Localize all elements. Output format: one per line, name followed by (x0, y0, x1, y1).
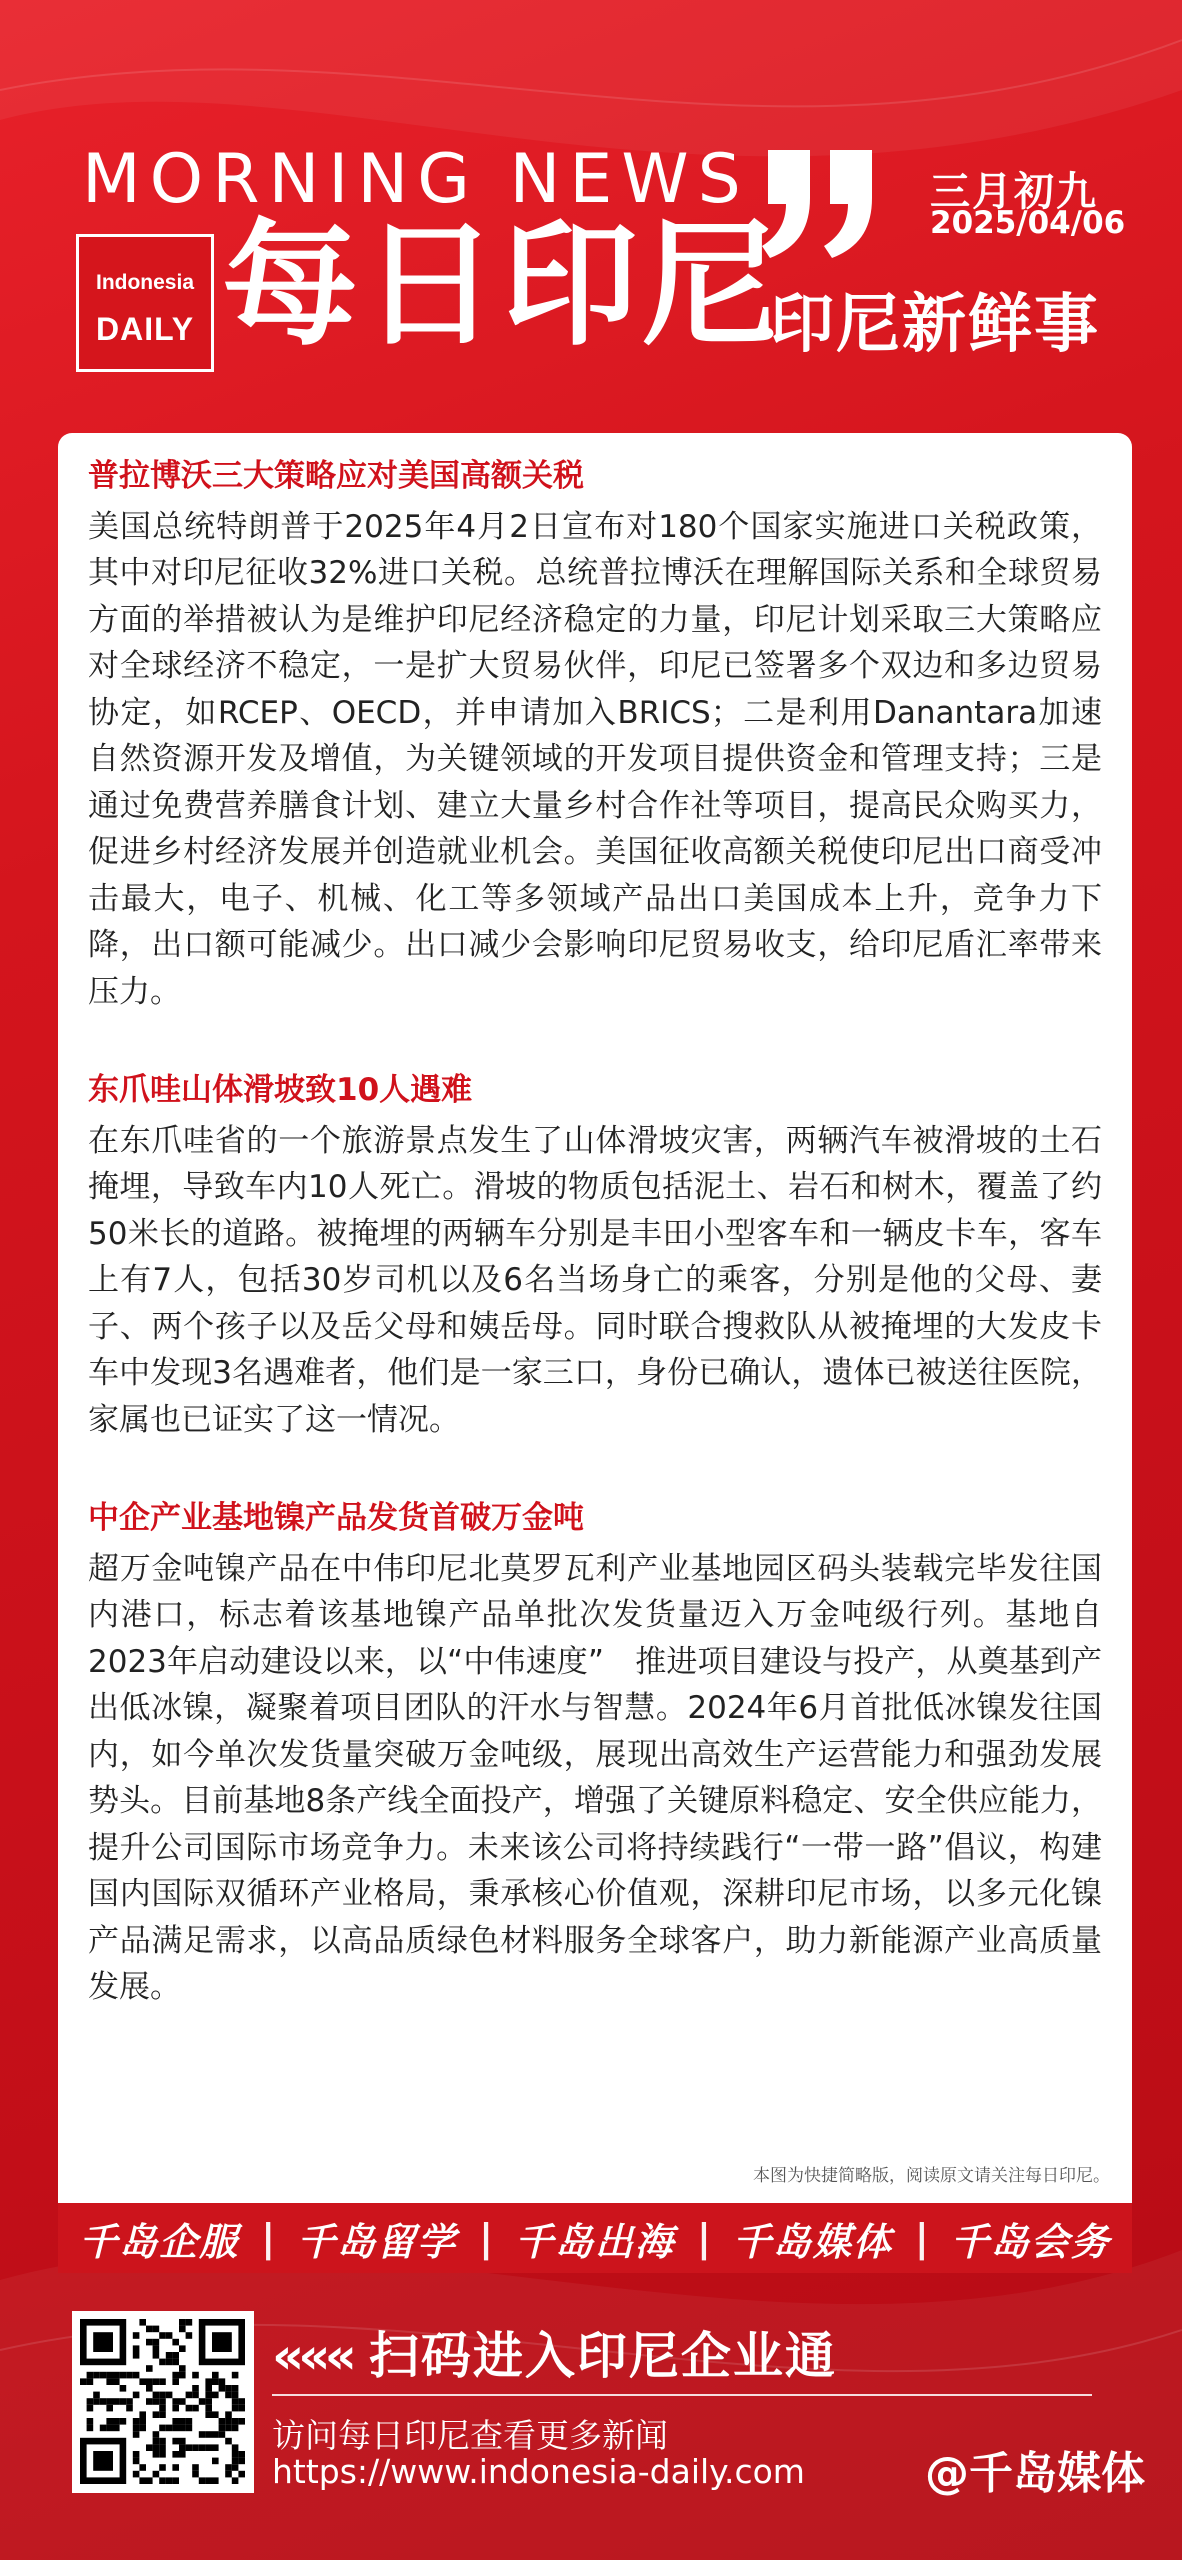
nav-item-media[interactable]: 千岛媒体 (732, 2219, 893, 2264)
qr-code-icon[interactable] (72, 2311, 254, 2493)
visit-text: 访问每日印尼查看更多新闻 (272, 2416, 668, 2455)
website-link[interactable]: https://www.indonesia-daily.com (272, 2452, 805, 2491)
brand-title: 每日印尼 (222, 207, 782, 365)
scan-cta (272, 2316, 837, 2388)
service-nav-bar (58, 2203, 1132, 2273)
brand-subtitle: 印尼新鲜事 (770, 288, 1100, 362)
article-title[interactable]: 中企产业基地镍产品发货首破万金吨 (88, 1500, 584, 1536)
scan-cta-text: 扫码进入印尼企业通 (368, 2327, 837, 2385)
indonesia-daily-logo (76, 234, 214, 372)
news-article (88, 1067, 1102, 1443)
lunar-date: 三月初九 (930, 169, 1098, 215)
logo-text-daily: DAILY (95, 311, 195, 347)
divider (272, 2394, 1092, 2396)
logo-text-indonesia: Indonesia (95, 271, 195, 294)
article-title[interactable]: 东爪哇山体滑坡致10人遇难 (88, 1072, 473, 1108)
footnote: 本图为快捷简略版，阅读原文请关注每日印尼。 (753, 2166, 1110, 2186)
article-body: 超万金吨镍产品在中伟印尼北莫罗瓦利产业基地园区码头装载完毕发往国内港口，标志着该基地镍产品单批次发货量迈入万金吨级行列。基地自2023年启动建设以来，以“中伟速度” 推进项目建设与投产，从奠基到产出低冰镍，凝聚着项目团队的汗水与智慧。2024年6月首批低冰镍发往国内，如今单次发货量突破万金吨级，展现出高效生产运营能力和强劲发展势头。目前基地8条产线全面投产，增强了关键原料稳定、安全供应能力，提升公司国际市场竞争力。未来该公司将持续践行“一带一路”倡议，构建国内国际双循环产业格局，秉承核心价值观，深耕印尼市场，以多元化镍产品满足需求，以高品质绿色材料服务全球客户，助力新能源产业高质量发展。 (88, 1550, 1102, 2005)
nav-item-conference[interactable]: 千岛会务 (950, 2219, 1111, 2264)
nav-separator: | (261, 2216, 276, 2260)
nav-separator: | (914, 2216, 929, 2260)
news-article (88, 1495, 1102, 2011)
article-title[interactable]: 普拉博沃三大策略应对美国高额关税 (88, 458, 584, 494)
morning-news-heading: MORNING NEWS (82, 140, 750, 219)
article-body: 在东爪哇省的一个旅游景点发生了山体滑坡灾害，两辆汽车被滑坡的土石掩埋，导致车内10人死亡。滑坡的物质包括泥土、岩石和树木，覆盖了约50米长的道路。被掩埋的两辆车分别是丰田小型客车和一辆皮卡车，客车上有7人，包括30岁司机以及6名当场身亡的乘客，分别是他的父母、妻子、两个孩子以及岳父母和姨岳母。同时联合搜救队从被掩埋的大发皮卡车中发现3名遇难者，他们是一家三口，身份已确认，遗体已被送往医院，家属也已证实了这一情况。 (88, 1122, 1102, 1438)
news-card (58, 433, 1132, 2203)
media-handle: @千岛媒体 (925, 2448, 1145, 2499)
nav-separator: | (697, 2216, 711, 2260)
nav-item-enterprise-service[interactable]: 千岛企服 (79, 2219, 240, 2264)
date: 2025/04/06 (930, 205, 1126, 241)
nav-item-study-abroad[interactable]: 千岛留学 (297, 2219, 458, 2264)
news-article (88, 453, 1102, 1015)
nav-separator: | (479, 2216, 493, 2260)
article-body: 美国总统特朗普于2025年4月2日宣布对180个国家实施进口关税政策，其中对印尼征收32%进口关税。总统普拉博沃在理解国际关系和全球贸易方面的举措被认为是维护印尼经济稳定的力量，印尼计划采取三大策略应对全球经济不稳定，一是扩大贸易伙伴，印尼已签署多个双边和多边贸易协定，如RCEP、OECD，并申请加入BRICS；二是利用Danantara加速自然资源开发及增值，为关键领域的开发项目提供资金和管理支持；三是通过免费营养膳食计划、建立大量乡村合作社等项目，提高民众购买力，促进乡村经济发展并创造就业机会。美国征收高额关税使印尼出口商受冲击最大，电子、机械、化工等多领域产品出口美国成本上升，竞争力下降，出口额可能减少。出口减少会影响印尼贸易收支，给印尼盾汇率带来压力。 (88, 508, 1102, 1010)
chevron-double-left-icon: ««« (272, 2327, 351, 2385)
nav-item-go-global[interactable]: 千岛出海 (514, 2219, 675, 2264)
